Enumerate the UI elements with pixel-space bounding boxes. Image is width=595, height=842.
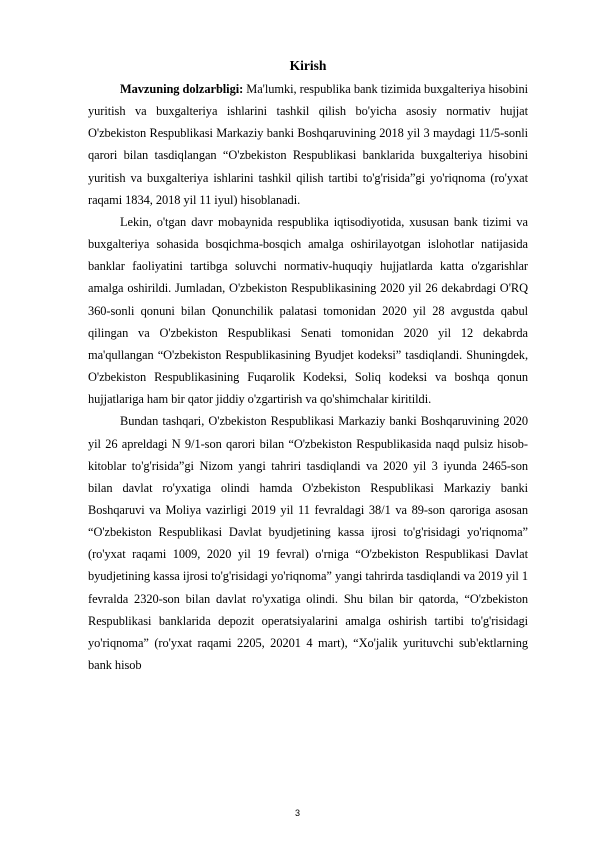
paragraph-text: Bundan tashqari, O'zbekiston Respublikasi Markaziy banki Boshqaruvining 2020 yil 26 apreldagi N 9/1-son qarori bilan “O'zbekiston Respublikasida naqd pulsiz hisob-kitoblar to'g'risida”gi Nizom yangi tahriri tasdiqlandi va 2020 yil 3 iyunda 2465-son bilan davlat ro'yxatiga olindi hamda O'zbekiston Respublikasi Markaziy banki Boshqaruvi va Moliya vazirligi 2019 yil 11 fevraldagi 38/1 va 89-son qaroriga asosan “O'zbekiston Respublikasi Davlat byudjetining kassa ijrosi to'g'risidagi yo'riqnoma” (ro'yxat raqami 1009, 2020 yil 19 fevral) o'rniga “O'zbekiston Respublikasi Davlat byudjetining kassa ijrosi to'g'risidagi yo'riqnoma” yangi tahrirda tasdiqlandi va 2019 yil 1 fevralda 2320-son bilan davlat ro'yxatiga olindi. Shu bilan bir qatorda, “O'zbekiston Respublikasi banklarida depozit operatsiyalarini amalga oshirish tartibi to'g'risidagi yo'riqnoma” (ro'yxat raqami 2205, 20201 4 mart), “Xo'jalik yurituvchi sub'ektlarning bank hisob (88, 414, 528, 673)
paragraph-lead: Mavzuning dolzarbligi: (120, 82, 244, 96)
paragraph-text: Lekin, o'tgan davr mobaynida respublika iqtisodiyotida, xususan bank tizimi va buxgalteriya sohasida bosqichma-bosqich amalga oshirilayotgan islohotlar natijasida banklar faoliyatini tartibga soluvchi normativ-huquqiy hujjatlarda katta o'zgarishlar amalga oshirildi. Jumladan, O'zbekiston Respublikasining 2020 yil 26 dekabrdagi O'RQ 360-sonli qonuni bilan Qonunchilik palatasi tomonidan 2020 yil 28 avgustda qabul qilingan va O'zbekiston Respublikasi Senati tomonidan 2020 yil 12 dekabrda ma'qullangan “O'zbekiston Respublikasining Byudjet kodeksi” tasdiqlandi. Shuningdek, O'zbekiston Respublikasining Fuqarolik Kodeksi, Soliq kodeksi va boshqa qonun hujjatlariga ham bir qator jiddiy o'zgartirish va qo'shimchalar kiritildi. (88, 214, 528, 407)
paragraph-text: Ma'lumki, respublika bank tizimida buxgalteriya hisobini yuritish va buxgalteriya ishlarini tashkil qilish bo'yicha asosiy normativ hujjat O'zbekiston Respublikasi Markaziy banki Boshqaruvining 2018 yil 3 maydagi 11/5-sonli qarori bilan tasdiqlangan “O'zbekiston Respublikasi banklarida buxgalteriya hisobini yuritish va buxgalteriya ishlarini tashkil qilish tartibi to'g'risida”gi yo'riqnoma (ro'yxat raqami 1834, 2018 yil 11 iyul) hisoblanadi. (88, 82, 528, 207)
paragraph-reforms (88, 211, 528, 410)
page-number: 3 (294, 808, 300, 818)
document-body (88, 55, 528, 676)
paragraph-relevance (88, 78, 528, 211)
page-title: Kirish (289, 58, 327, 73)
paragraph-regulations (88, 410, 528, 676)
